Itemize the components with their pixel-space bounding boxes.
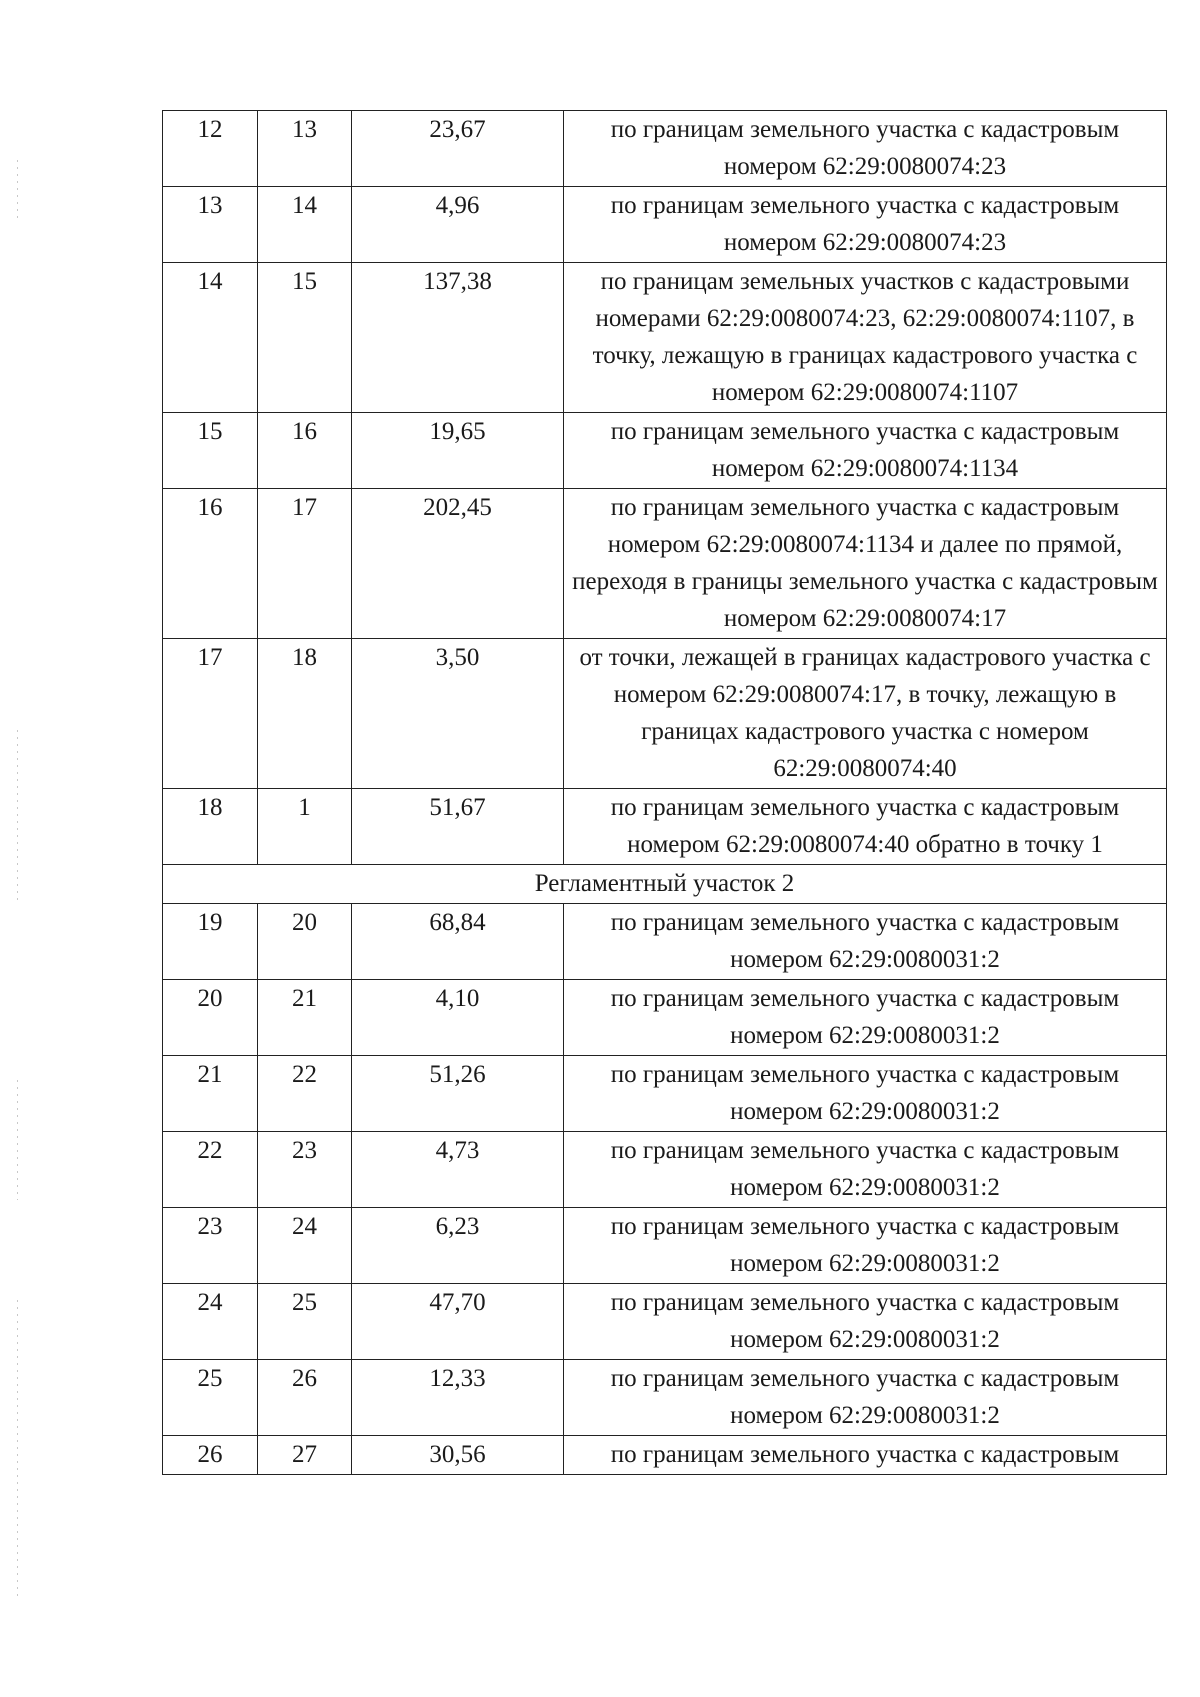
point-to: 17 — [258, 489, 352, 639]
scan-edge-mark — [17, 160, 18, 220]
point-from: 24 — [163, 1284, 258, 1360]
point-from: 25 — [163, 1360, 258, 1436]
point-to: 25 — [258, 1284, 352, 1360]
table-row — [163, 1208, 1167, 1284]
point-to: 21 — [258, 980, 352, 1056]
point-to: 26 — [258, 1360, 352, 1436]
segment-length: 137,38 — [352, 263, 564, 413]
point-from: 17 — [163, 639, 258, 789]
table-row — [163, 489, 1167, 639]
point-from: 23 — [163, 1208, 258, 1284]
point-from: 18 — [163, 789, 258, 865]
boundary-description: по границам земельного участка с кадастровым номером 62:29:0080074:1134 — [564, 413, 1167, 489]
point-to: 20 — [258, 904, 352, 980]
point-from: 14 — [163, 263, 258, 413]
point-to: 16 — [258, 413, 352, 489]
point-from: 13 — [163, 187, 258, 263]
table-row — [163, 1436, 1167, 1475]
point-to: 13 — [258, 111, 352, 187]
point-to: 18 — [258, 639, 352, 789]
boundary-description: по границам земельного участка с кадастровым номером 62:29:0080031:2 — [564, 904, 1167, 980]
segment-length: 202,45 — [352, 489, 564, 639]
segment-length: 30,56 — [352, 1436, 564, 1475]
boundary-description: от точки, лежащей в границах кадастрового участка с номером 62:29:0080074:17, в точку, лежащую в границах кадастрового участка с номером 62:29:0080074:40 — [564, 639, 1167, 789]
table-row — [163, 1284, 1167, 1360]
point-from: 21 — [163, 1056, 258, 1132]
segment-length: 19,65 — [352, 413, 564, 489]
point-to: 24 — [258, 1208, 352, 1284]
table-row — [163, 111, 1167, 187]
table-row — [163, 789, 1167, 865]
boundary-description: по границам земельного участка с кадастровым номером 62:29:0080031:2 — [564, 1056, 1167, 1132]
point-to: 1 — [258, 789, 352, 865]
segment-length: 47,70 — [352, 1284, 564, 1360]
point-from: 16 — [163, 489, 258, 639]
table-row — [163, 1132, 1167, 1208]
table-body-part1 — [163, 111, 1167, 1475]
table-row — [163, 413, 1167, 489]
boundary-description: по границам земельного участка с кадастровым номером 62:29:0080031:2 — [564, 1284, 1167, 1360]
table-row — [163, 263, 1167, 413]
segment-length: 3,50 — [352, 639, 564, 789]
point-from: 12 — [163, 111, 258, 187]
point-from: 20 — [163, 980, 258, 1056]
table-row — [163, 904, 1167, 980]
boundary-description-table — [162, 110, 1167, 1475]
point-to: 27 — [258, 1436, 352, 1475]
point-from: 15 — [163, 413, 258, 489]
point-from: 22 — [163, 1132, 258, 1208]
point-to: 22 — [258, 1056, 352, 1132]
point-to: 15 — [258, 263, 352, 413]
segment-length: 4,96 — [352, 187, 564, 263]
boundary-description: по границам земельного участка с кадастровым номером 62:29:0080074:23 — [564, 187, 1167, 263]
segment-length: 4,10 — [352, 980, 564, 1056]
boundary-description: по границам земельного участка с кадастровым номером 62:29:0080031:2 — [564, 1360, 1167, 1436]
segment-length: 23,67 — [352, 111, 564, 187]
scan-edge-mark — [17, 1080, 18, 1200]
scan-edge-mark — [17, 730, 18, 900]
boundary-description: по границам земельного участка с кадастровым номером 62:29:0080031:2 — [564, 1208, 1167, 1284]
point-from: 26 — [163, 1436, 258, 1475]
point-to: 14 — [258, 187, 352, 263]
boundary-description: по границам земельного участка с кадастровым номером 62:29:0080074:1134 и далее по прямой, переходя в границы земельного участка с кадастровым номером 62:29:0080074:17 — [564, 489, 1167, 639]
point-from: 19 — [163, 904, 258, 980]
segment-length: 68,84 — [352, 904, 564, 980]
boundary-description: по границам земельных участков с кадастровыми номерами 62:29:0080074:23, 62:29:0080074:1107, в точку, лежащую в границах кадастрового участка с номером 62:29:0080074:1107 — [564, 263, 1167, 413]
table-row — [163, 1360, 1167, 1436]
boundary-description: по границам земельного участка с кадастровым номером 62:29:0080074:40 обратно в точку 1 — [564, 789, 1167, 865]
table-row — [163, 1056, 1167, 1132]
scan-edge-mark — [17, 1300, 18, 1600]
boundary-description: по границам земельного участка с кадастровым номером 62:29:0080074:23 — [564, 111, 1167, 187]
segment-length: 51,67 — [352, 789, 564, 865]
table-row — [163, 980, 1167, 1056]
segment-length: 4,73 — [352, 1132, 564, 1208]
table-row — [163, 639, 1167, 789]
segment-length: 51,26 — [352, 1056, 564, 1132]
segment-length: 6,23 — [352, 1208, 564, 1284]
section-title: Регламентный участок 2 — [163, 865, 1167, 904]
table-row — [163, 187, 1167, 263]
point-to: 23 — [258, 1132, 352, 1208]
boundary-description: по границам земельного участка с кадастровым номером 62:29:0080031:2 — [564, 1132, 1167, 1208]
boundary-description: по границам земельного участка с кадастровым номером 62:29:0080031:2 — [564, 980, 1167, 1056]
segment-length: 12,33 — [352, 1360, 564, 1436]
section-header-row — [163, 865, 1167, 904]
boundary-description: по границам земельного участка с кадастровым — [564, 1436, 1167, 1475]
